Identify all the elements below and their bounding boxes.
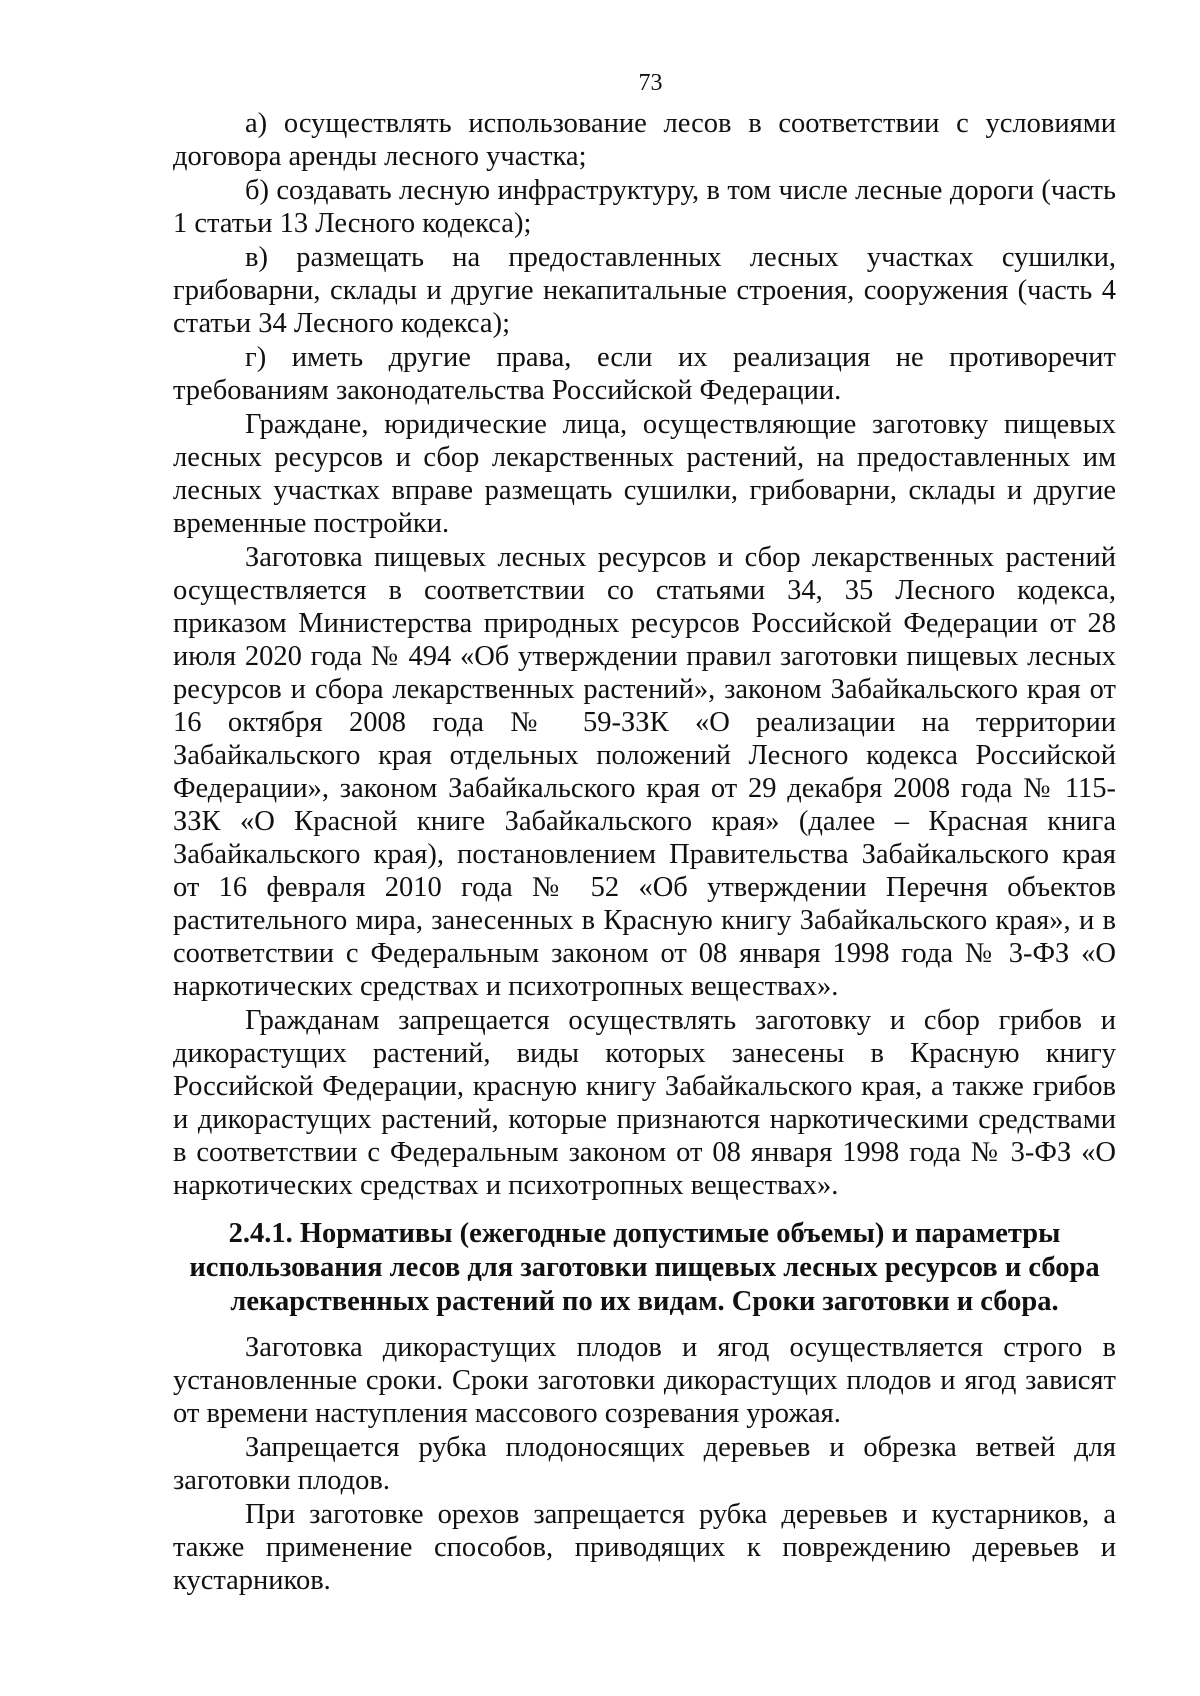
paragraph-right-a: а) осуществлять использование лесов в соответствии с условиями договора аренды лесного участка; [173, 108, 1116, 172]
document-page [173, 68, 1116, 1598]
paragraph-harvest-terms: Заготовка дикорастущих плодов и ягод осуществляется строго в установленные сроки. Сроки заготовки дикорастущих плодов и ягод зависят от времени наступления массового созревания урожая. [173, 1332, 1116, 1429]
paragraph-right-b: б) создавать лесную инфраструктуру, в том числе лесные дороги (часть 1 статьи 13 Лесного кодекса); [173, 175, 1116, 239]
paragraph-nuts: При заготовке орехов запрещается рубка деревьев и кустарников, а также применение способов, приводящих к повреждению деревьев и кустарников. [173, 1499, 1116, 1596]
paragraph-right-g: г) иметь другие права, если их реализация не противоречит требованиям законодательства Российской Федерации. [173, 342, 1116, 406]
paragraph-cutting-ban: Запрещается рубка плодоносящих деревьев и обрезка ветвей для заготовки плодов. [173, 1432, 1116, 1496]
paragraph-prohibition: Гражданам запрещается осуществлять заготовку и сбор грибов и дикорастущих растений, виды которых занесены в Красную книгу Российской Федерации, красную книгу Забайкальского края, а также грибов и дикорастущих растений, которые признаются наркотическими средствами в соответствии с Федеральным законом от 08 января 1998 года № 3-ФЗ «О наркотических средствах и психотропных веществах». [173, 1005, 1116, 1201]
paragraph-temporary-buildings: Граждане, юридические лица, осуществляющие заготовку пищевых лесных ресурсов и сбор лекарственных растений, на предоставленных им лесных участках вправе размещать сушилки, грибоварни, склады и другие временные постройки. [173, 409, 1116, 539]
page-number: 73 [638, 70, 663, 96]
paragraph-right-v: в) размещать на предоставленных лесных участках сушилки, грибоварни, склады и другие некапитальные строения, сооружения (часть 4 статьи 34 Лесного кодекса); [173, 242, 1116, 339]
section-heading: 2.4.1. Нормативы (ежегодные допустимые объемы) и параметры использования лесов для заготовки пищевых лесных ресурсов и сбора лекарственных растений по их видам. Сроки заготовки и сбора. [189, 1218, 1100, 1317]
paragraph-legal-basis: Заготовка пищевых лесных ресурсов и сбор лекарственных растений осуществляется в соответствии со статьями 34, 35 Лесного кодекса, приказом Министерства природных ресурсов Российской Федерации от 28 июля 2020 года № 494 «Об утверждении правил заготовки пищевых лесных ресурсов и сбора лекарственных растений», законом Забайкальского края от 16 октября 2008 года № 59-ЗЗК «О реализации на территории Забайкальского края отдельных положений Лесного кодекса Российской Федерации», законом Забайкальского края от 29 декабря 2008 года № 115-ЗЗК «О Красной книге Забайкальского края» (далее – Красная книга Забайкальского края), постановлением Правительства Забайкальского края от 16 февраля 2010 года № 52 «Об утверждении Перечня объектов растительного мира, занесенных в Красную книгу Забайкальского края», и в соответствии с Федеральным законом от 08 января 1998 года № 3-ФЗ «О наркотических средствах и психотропных веществах». [173, 542, 1116, 1002]
